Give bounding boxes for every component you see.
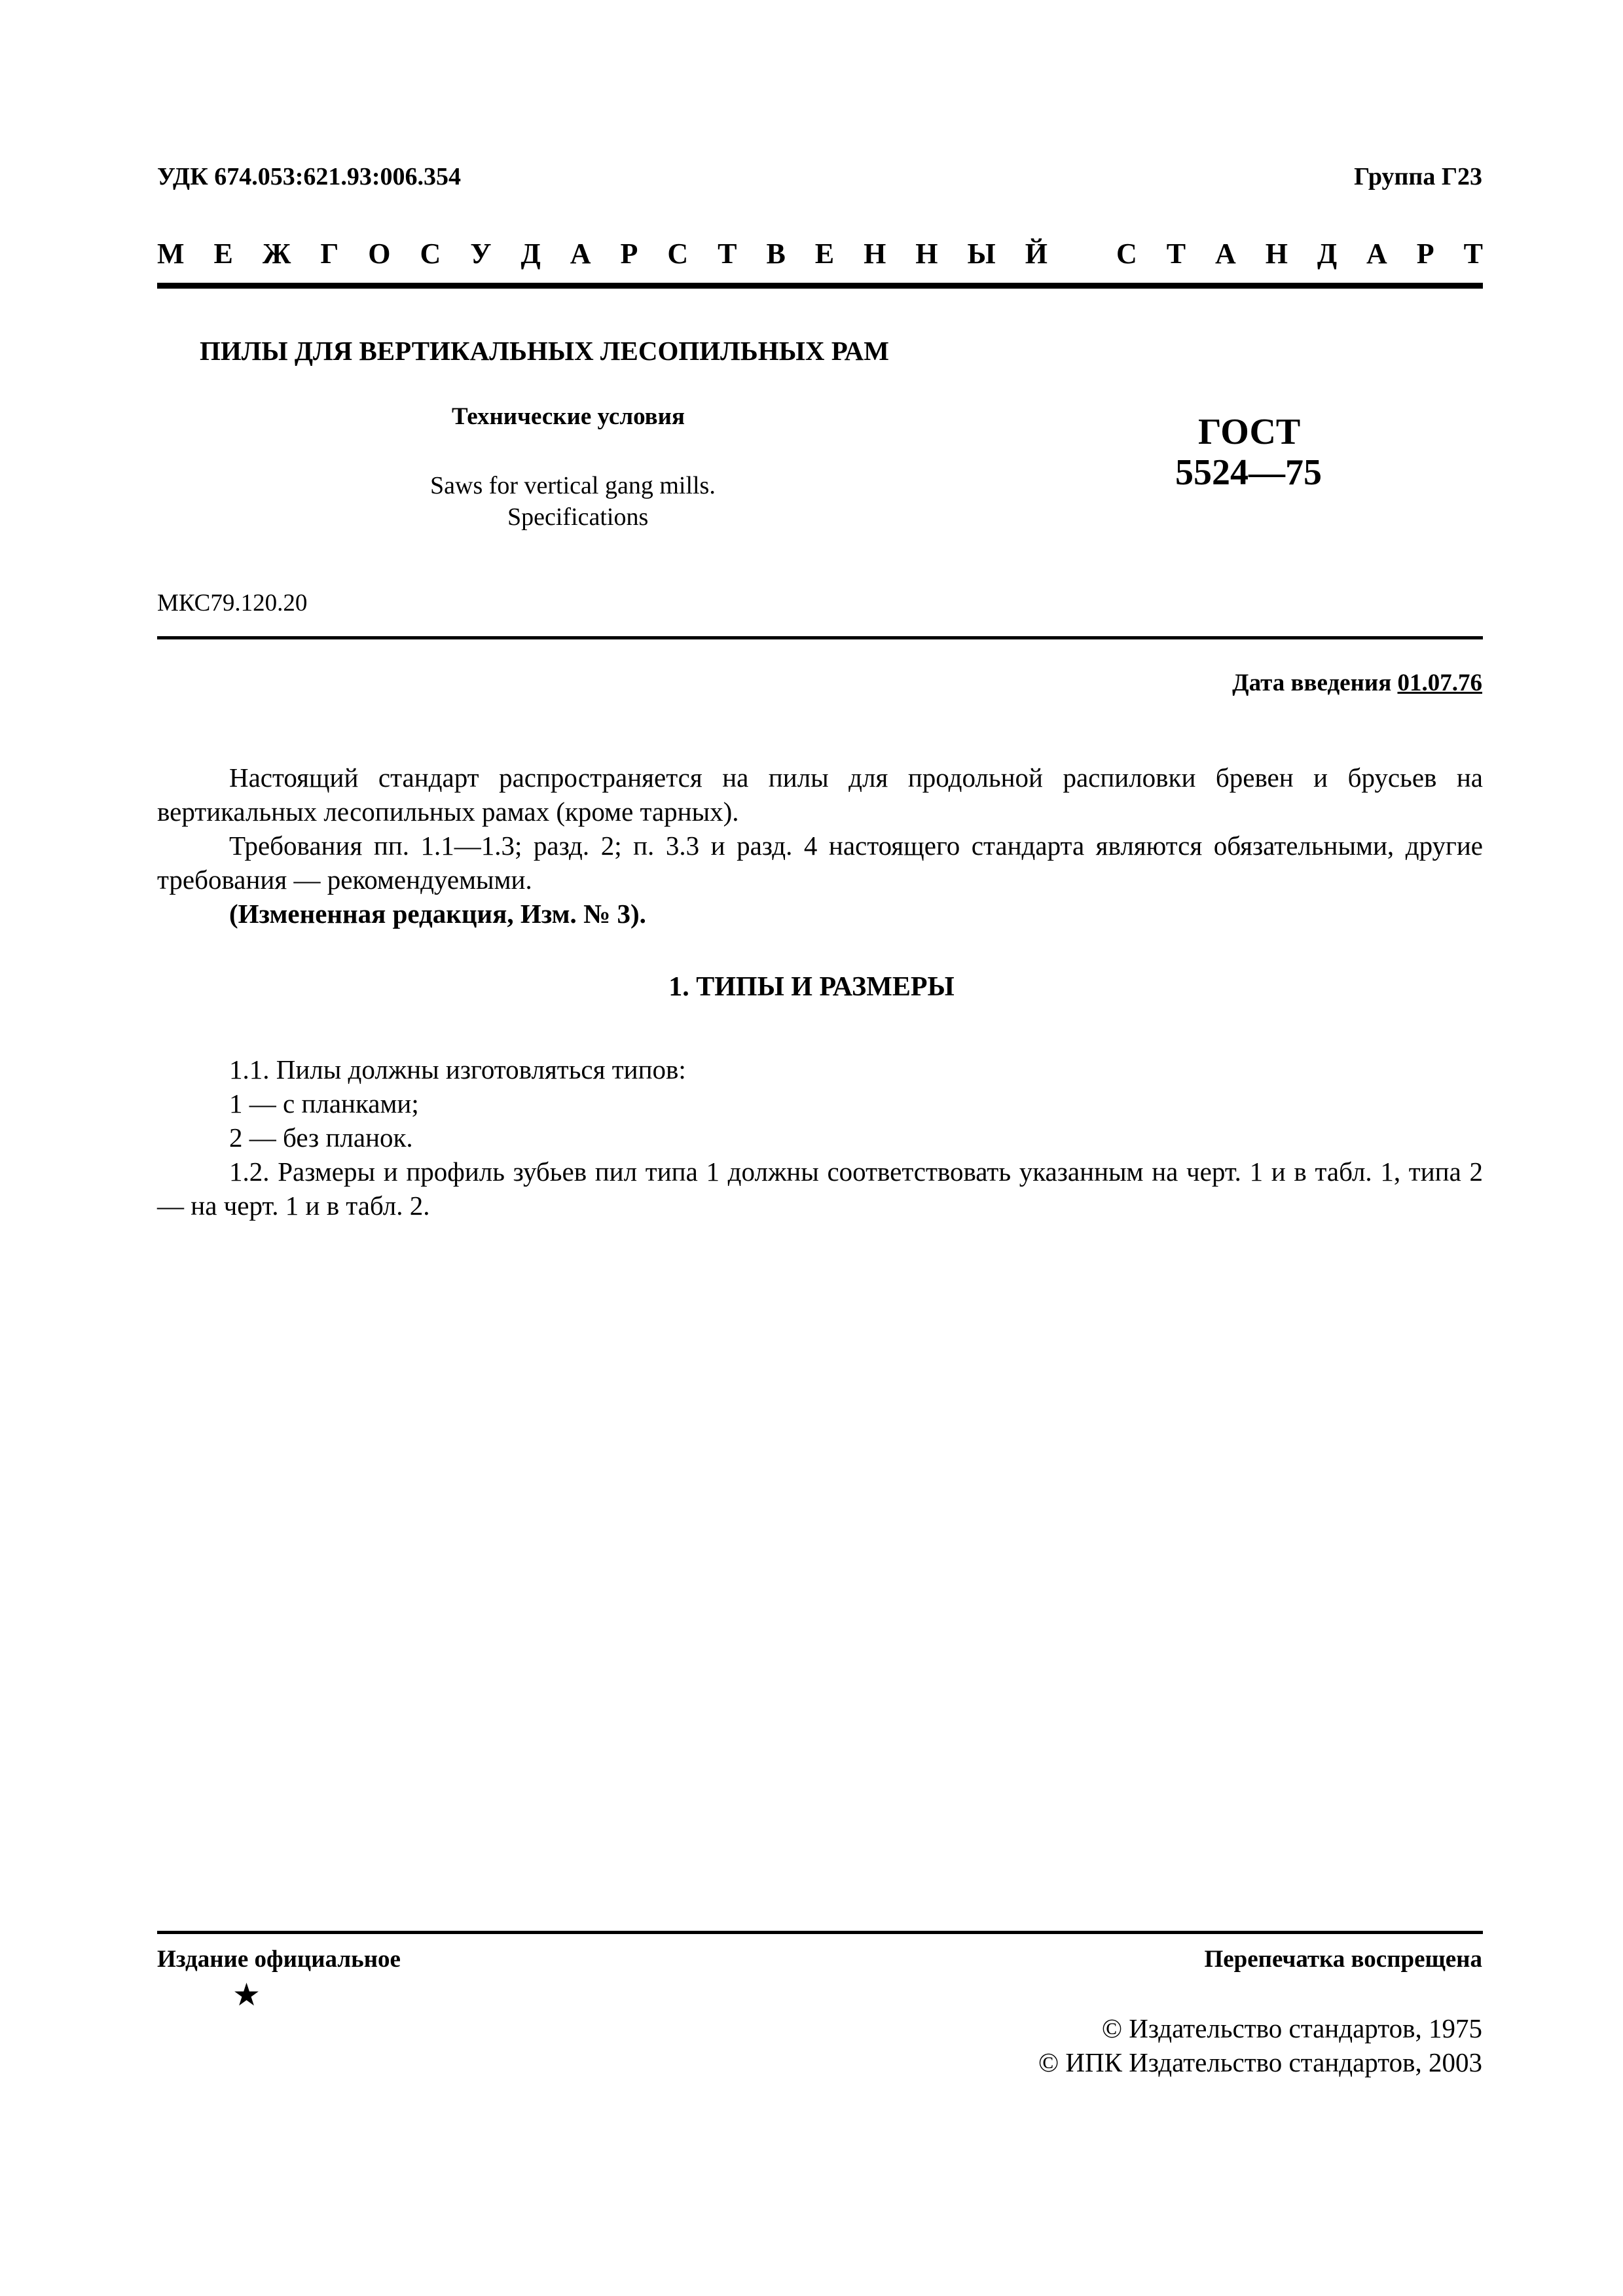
udk-code: УДК 674.053:621.93:006.354 (157, 163, 462, 190)
banner-letter: Н (1265, 238, 1288, 270)
banner-letter: Р (1416, 238, 1434, 270)
banner-letter: Т (718, 238, 737, 270)
item-1-1: 1.1. Пилы должны изготовляться типов: (229, 1054, 686, 1085)
intro-date-label: Дата введения (1232, 670, 1392, 696)
footer-rule (157, 1931, 1483, 1934)
intro-date-value: 01.07.76 (1397, 670, 1482, 696)
copyright-2003: © ИПК Издательство стандартов, 2003 (1038, 2047, 1482, 2077)
amendment-note: (Измененная редакция, Изм. № 3). (229, 899, 646, 929)
banner-letter: Д (520, 238, 541, 270)
banner-letter: Ы (967, 238, 996, 270)
intro-date (1232, 669, 1482, 697)
gost-number: 5524—75 (1175, 452, 1322, 493)
banner-letter: Й (1025, 238, 1048, 270)
banner-letter: Р (620, 238, 638, 270)
banner-letter: Т (1463, 238, 1483, 270)
banner-letter: Г (320, 238, 339, 270)
banner-letter: М (157, 238, 185, 270)
requirements-paragraph: Требования пп. 1.1—1.3; разд. 2; п. 3.3 и разд. 4 настоящего стандарта являются обязательными, другие требования — рекомендуемыми. (157, 831, 1483, 895)
english-title-line1: Saws for vertical gang mills. (430, 472, 716, 499)
banner-letter: С (1116, 238, 1137, 270)
banner-letter: А (1366, 238, 1387, 270)
official-edition: Издание официальное (157, 1946, 401, 1973)
english-title-line2: Specifications (507, 503, 649, 531)
gost-label: ГОСТ (1198, 412, 1301, 452)
banner-letter: О (368, 238, 391, 270)
banner-letter: У (470, 238, 492, 270)
banner-rule (157, 283, 1483, 289)
document-title: ПИЛЫ ДЛЯ ВЕРТИКАЛЬНЫХ ЛЕСОПИЛЬНЫХ РАМ (200, 336, 889, 366)
copyright-1975: © Издательство стандартов, 1975 (1101, 2013, 1482, 2043)
banner-letter: Н (915, 238, 938, 270)
banner-letter: С (420, 238, 441, 270)
title-rule (157, 636, 1483, 639)
banner-word-standard (1116, 237, 1483, 270)
section-heading: 1. ТИПЫ И РАЗМЕРЫ (668, 972, 955, 1002)
banner-letter: Н (864, 238, 886, 270)
banner-letter: Е (814, 238, 835, 270)
type-1-item: 1 — с планками; (229, 1088, 419, 1119)
banner-letter: Д (1317, 238, 1338, 270)
scope-paragraph: Настоящий стандарт распространяется на пилы для продольной распиловки бревен и брусьев на вертикальных лесопильных рамах (кроме тарных). (157, 762, 1483, 827)
banner-letter: А (1214, 238, 1236, 270)
item-1-2: 1.2. Размеры и профиль зубьев пил типа 1 должны соответствовать указанным на черт. 1 и в табл. 1, типа 2 — на черт. 1 и в табл. 2. (157, 1157, 1483, 1221)
document-subtitle: Технические условия (452, 403, 685, 430)
star-icon: ★ (232, 1978, 261, 2013)
mks-code: МКС79.120.20 (157, 590, 308, 617)
banner-letter: В (766, 238, 786, 270)
banner-word-interstate (157, 237, 1048, 270)
reprint-notice: Перепечатка воспрещена (1204, 1946, 1482, 1973)
group-code: Группа Г23 (1354, 163, 1482, 190)
banner-letter: С (667, 238, 689, 270)
banner-letter: А (570, 238, 591, 270)
banner-letter: Е (213, 238, 233, 270)
banner-letter: Т (1166, 238, 1186, 270)
banner-letter: Ж (262, 238, 291, 270)
type-2-item: 2 — без планок. (229, 1122, 413, 1153)
standard-banner (157, 237, 1483, 276)
